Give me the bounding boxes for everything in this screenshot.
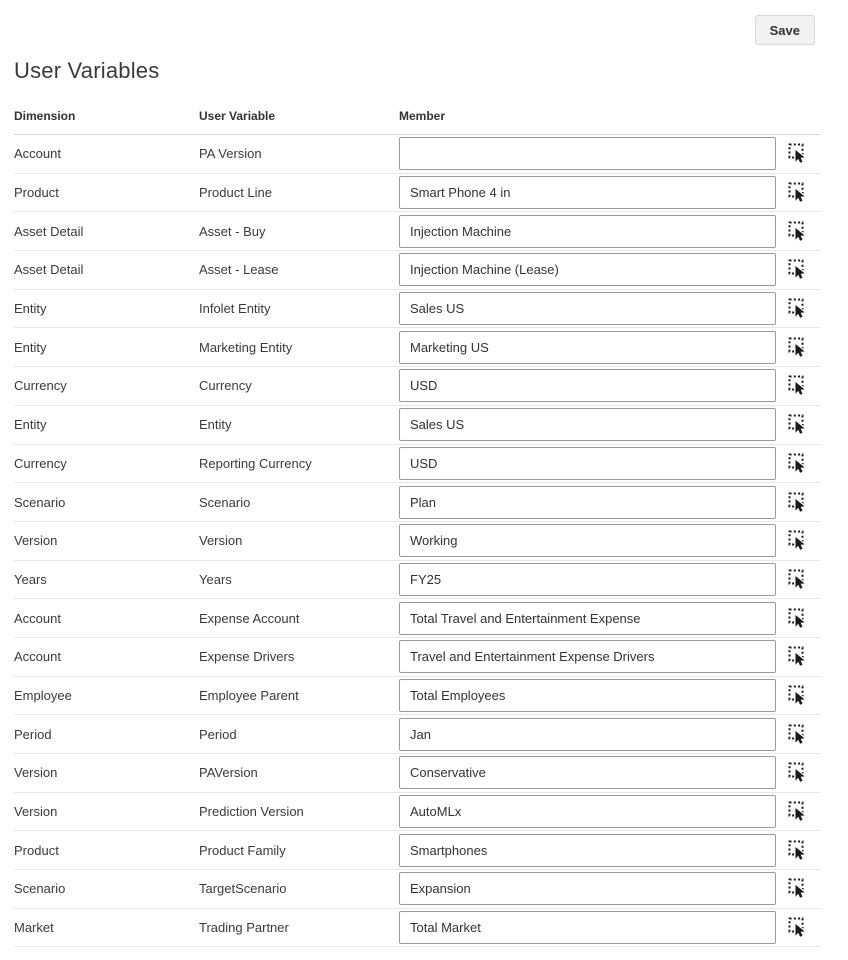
member-input[interactable] — [399, 215, 776, 248]
page-title: User Variables — [14, 58, 160, 83]
user-variable-row — [14, 483, 820, 522]
member-selector-icon — [788, 297, 809, 320]
member-selector-icon — [788, 491, 809, 514]
user-variable-row — [14, 870, 820, 909]
user-variable-row — [14, 328, 820, 367]
user-variable-row — [14, 599, 820, 638]
user-variable-label: Expense Account — [199, 610, 300, 626]
user-variable-label: Product Line — [199, 185, 272, 201]
member-selector-button[interactable] — [788, 258, 810, 282]
user-variable-label: TargetScenario — [199, 881, 287, 897]
member-input[interactable] — [399, 795, 776, 828]
content-area — [14, 58, 820, 947]
user-variable-label: Trading Partner — [199, 920, 289, 936]
dimension-label: Market — [14, 920, 54, 936]
member-selector-button[interactable] — [788, 877, 810, 901]
member-selector-icon — [788, 916, 809, 939]
member-selector-button[interactable] — [788, 722, 810, 746]
member-selector-icon — [788, 761, 809, 784]
user-variables-table — [14, 135, 820, 947]
member-selector-icon — [788, 336, 809, 359]
dimension-label: Account — [14, 146, 61, 162]
user-variable-row — [14, 290, 820, 329]
member-input[interactable] — [399, 834, 776, 867]
dimension-label: Entity — [14, 301, 47, 317]
member-input[interactable] — [399, 563, 776, 596]
user-variable-label: Entity — [199, 417, 232, 433]
dimension-label: Currency — [14, 378, 67, 394]
member-input[interactable] — [399, 679, 776, 712]
member-selector-button[interactable] — [788, 142, 810, 166]
user-variable-label: PAVersion — [199, 765, 258, 781]
user-variable-row — [14, 367, 820, 406]
dimension-label: Version — [14, 804, 58, 820]
user-variable-label: PA Version — [199, 146, 262, 162]
dimension-label: Product — [14, 185, 59, 201]
user-variable-row — [14, 677, 820, 716]
dimension-label: Entity — [14, 417, 47, 433]
member-input[interactable] — [399, 331, 776, 364]
user-variable-row — [14, 406, 820, 445]
member-selector-button[interactable] — [788, 374, 810, 398]
member-input[interactable] — [399, 253, 776, 286]
user-variable-row — [14, 135, 820, 174]
member-input[interactable] — [399, 447, 776, 480]
member-selector-button[interactable] — [788, 761, 810, 785]
column-header-dimension: Dimension — [14, 109, 76, 123]
member-selector-icon — [788, 374, 809, 397]
member-selector-button[interactable] — [788, 413, 810, 437]
member-input[interactable] — [399, 640, 776, 673]
user-variable-label: Prediction Version — [199, 804, 304, 820]
member-selector-icon — [788, 181, 809, 204]
user-variable-label: Scenario — [199, 494, 251, 510]
member-input[interactable] — [399, 137, 776, 170]
user-variable-label: Product Family — [199, 842, 286, 858]
member-input[interactable] — [399, 718, 776, 751]
user-variable-row — [14, 522, 820, 561]
member-input[interactable] — [399, 292, 776, 325]
member-selector-button[interactable] — [788, 683, 810, 707]
dimension-label: Employee — [14, 687, 72, 703]
member-input[interactable] — [399, 911, 776, 944]
user-variable-row — [14, 909, 820, 948]
member-selector-icon — [788, 452, 809, 475]
dimension-label: Version — [14, 533, 58, 549]
member-selector-icon — [788, 258, 809, 281]
member-selector-button[interactable] — [788, 838, 810, 862]
user-variable-label: Years — [199, 571, 232, 587]
user-variable-row — [14, 561, 820, 600]
user-variable-label: Version — [199, 533, 243, 549]
member-selector-button[interactable] — [788, 335, 810, 359]
member-selector-button[interactable] — [788, 451, 810, 475]
user-variable-row — [14, 754, 820, 793]
dimension-label: Scenario — [14, 881, 66, 897]
dimension-label: Asset Detail — [14, 262, 84, 278]
dimension-label: Period — [14, 726, 52, 742]
dimension-label: Currency — [14, 455, 67, 471]
save-button[interactable]: Save — [755, 15, 815, 45]
dimension-label: Account — [14, 649, 61, 665]
user-variable-label: Currency — [199, 378, 252, 394]
dimension-label: Product — [14, 842, 59, 858]
user-variable-label: Marketing Entity — [199, 339, 293, 355]
user-variable-label: Period — [199, 726, 237, 742]
column-header-spacer — [777, 109, 820, 123]
member-selector-icon — [788, 220, 809, 243]
user-variable-label: Employee Parent — [199, 687, 299, 703]
dimension-label: Scenario — [14, 494, 66, 510]
member-selector-button[interactable] — [788, 800, 810, 824]
member-selector-icon — [788, 529, 809, 552]
member-input[interactable] — [399, 369, 776, 402]
user-variable-row — [14, 445, 820, 484]
member-selector-icon — [788, 607, 809, 630]
member-selector-button[interactable] — [788, 181, 810, 205]
dimension-label: Entity — [14, 339, 47, 355]
member-input[interactable] — [399, 602, 776, 635]
dimension-label: Version — [14, 765, 58, 781]
member-selector-button[interactable] — [788, 529, 810, 553]
member-selector-button[interactable] — [788, 645, 810, 669]
user-variable-label: Asset - Lease — [199, 262, 279, 278]
dimension-label: Asset Detail — [14, 223, 84, 239]
member-selector-button[interactable] — [788, 606, 810, 630]
member-selector-icon — [788, 800, 809, 823]
member-selector-icon — [788, 568, 809, 591]
column-header-member: Member — [399, 109, 446, 123]
user-variable-row — [14, 831, 820, 870]
user-variable-row — [14, 793, 820, 832]
member-selector-button[interactable] — [788, 567, 810, 591]
member-selector-icon — [788, 684, 809, 707]
member-selector-icon — [788, 645, 809, 668]
member-input[interactable] — [399, 408, 776, 441]
member-selector-icon — [788, 142, 809, 165]
user-variable-row — [14, 212, 820, 251]
user-variable-label: Asset - Buy — [199, 223, 266, 239]
user-variable-label: Infolet Entity — [199, 301, 271, 317]
column-header-user-variable: User Variable — [199, 109, 276, 123]
member-input[interactable] — [399, 872, 776, 905]
user-variable-row — [14, 715, 820, 754]
dimension-label: Years — [14, 571, 47, 587]
member-selector-icon — [788, 877, 809, 900]
member-selector-button[interactable] — [788, 219, 810, 243]
member-selector-icon — [788, 413, 809, 436]
member-input[interactable] — [399, 486, 776, 519]
member-selector-button[interactable] — [788, 916, 810, 940]
member-input[interactable] — [399, 176, 776, 209]
user-variable-row — [14, 251, 820, 290]
member-selector-icon — [788, 723, 809, 746]
user-variable-row — [14, 174, 820, 213]
member-input[interactable] — [399, 524, 776, 557]
user-variable-row — [14, 638, 820, 677]
member-selector-icon — [788, 839, 809, 862]
table-header — [14, 109, 820, 135]
member-selector-button[interactable] — [788, 297, 810, 321]
dimension-label: Account — [14, 610, 61, 626]
user-variable-label: Expense Drivers — [199, 649, 295, 665]
user-variable-label: Reporting Currency — [199, 455, 312, 471]
member-selector-button[interactable] — [788, 490, 810, 514]
member-input[interactable] — [399, 756, 776, 789]
